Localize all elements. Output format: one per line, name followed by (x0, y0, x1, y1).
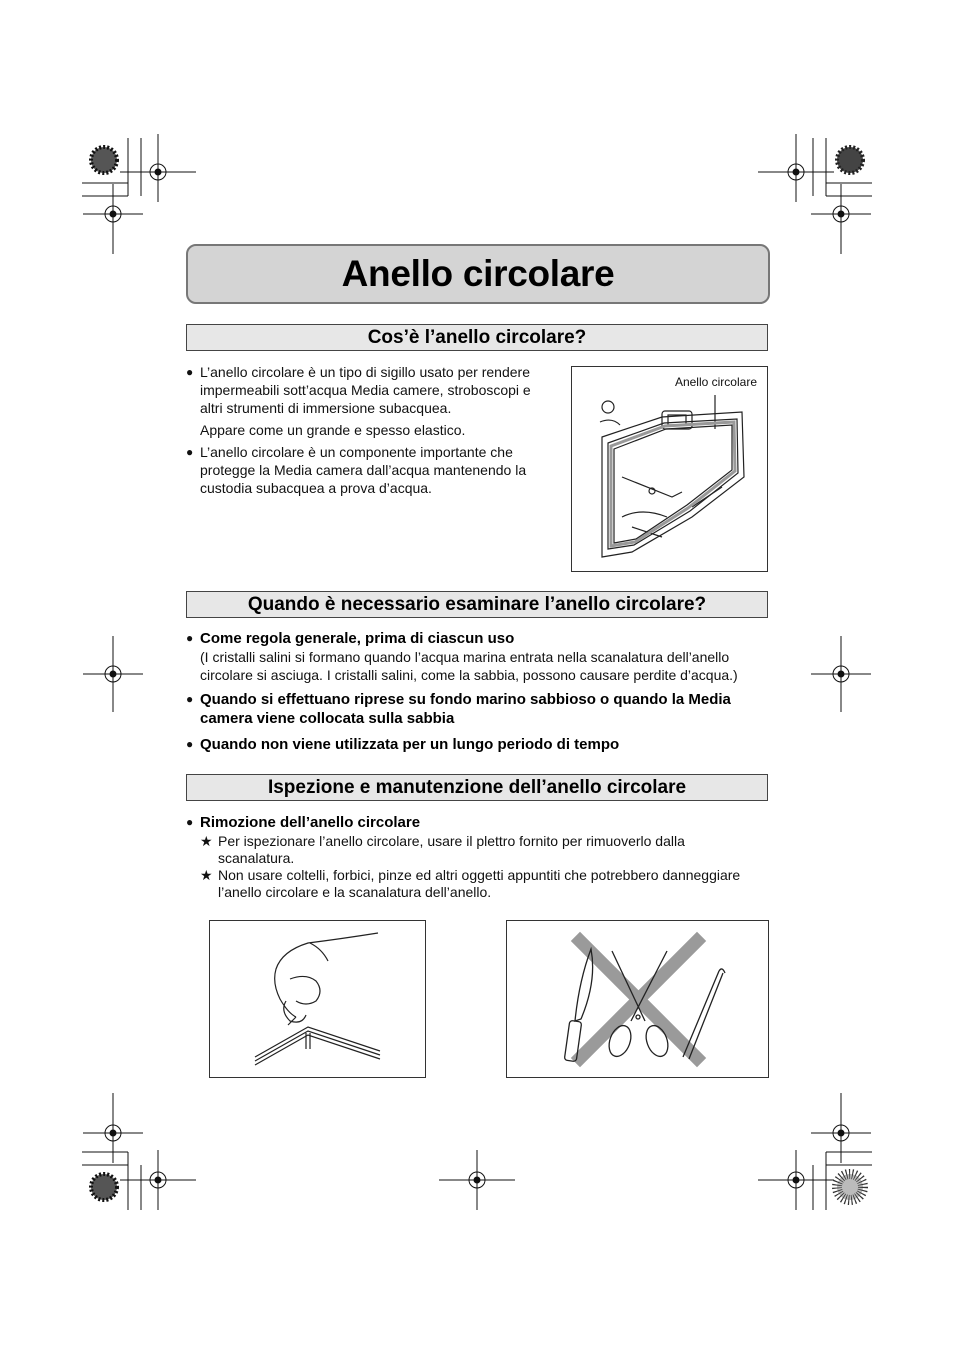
page-title: Anello circolare (341, 253, 615, 294)
list-item (186, 363, 546, 417)
list-item (186, 735, 771, 754)
list-item (200, 867, 765, 901)
list-item (186, 690, 771, 728)
list-item (186, 813, 771, 832)
bullet-icon: ● (186, 445, 194, 459)
bullet-icon: ● (186, 631, 194, 645)
list-item (186, 443, 546, 497)
section-heading-inspection (186, 774, 768, 801)
bullet-icon: ● (186, 692, 194, 706)
prohibited-tools-figure (506, 920, 769, 1078)
star-icon: ★ (200, 867, 213, 883)
bullet-icon: ● (186, 815, 194, 829)
item-title: Quando non viene utilizzata per un lungo periodo di tempo (200, 736, 620, 753)
section-heading-text: Ispezione e manutenzione dell’anello circolare (267, 776, 687, 798)
item-title: Quando si effettuano riprese su fondo marino sabbioso o quando la Media camera viene collocata sulla sabbia (200, 691, 731, 727)
section-heading-when-examine (186, 591, 768, 618)
page-title-box (186, 244, 770, 304)
section-heading-text: Quando è necessario esaminare l’anello circolare? (247, 593, 707, 615)
figure-label: Anello circolare (674, 375, 757, 389)
note-text: Appare come un grande e spesso elastico. (200, 422, 466, 438)
hand-illustration (210, 921, 425, 1077)
hand-removing-o-ring-figure (209, 920, 426, 1078)
bullet-icon: ● (186, 737, 194, 751)
star-icon: ★ (200, 833, 213, 849)
bullet-icon: ● (186, 365, 194, 379)
o-ring-housing-figure (571, 366, 768, 572)
list-item (186, 629, 771, 684)
prohibited-tools-illustration (507, 921, 768, 1077)
item-title: Come regola generale, prima di ciascun uso (200, 630, 515, 647)
list-item (200, 833, 765, 867)
housing-illustration (572, 367, 767, 571)
item-detail: (I cristalli salini si formano quando l’acqua marina entrata nella scanalatura dell’anello circolare si asciuga. I cristalli salini, come la sabbia, possono causare perdite d’acqua.) (200, 649, 738, 683)
star-text: Non usare coltelli, forbici, pinze ed altri oggetti appuntiti che potrebbero danneggiare l’anello circolare e la scanalatura dell’anello. (218, 867, 741, 900)
star-text: Per ispezionare l’anello circolare, usare il plettro fornito per rimuoverlo dalla scanalatura. (218, 833, 685, 866)
bullet-text: L’anello circolare è un tipo di sigillo usato per rendere impermeabili sott’acqua Media camere, stroboscopi e altri strumenti di immersione subacquea. (200, 364, 531, 416)
item-title: Rimozione dell’anello circolare (200, 814, 421, 831)
section-heading-what-is (186, 324, 768, 351)
bullet-text: L’anello circolare è un componente importante che protegge la Media camera dall’acqua mantenendo la custodia subacquea a prova d’acqua. (200, 444, 527, 496)
section-heading-text: Cos’è l’anello circolare? (367, 326, 587, 348)
